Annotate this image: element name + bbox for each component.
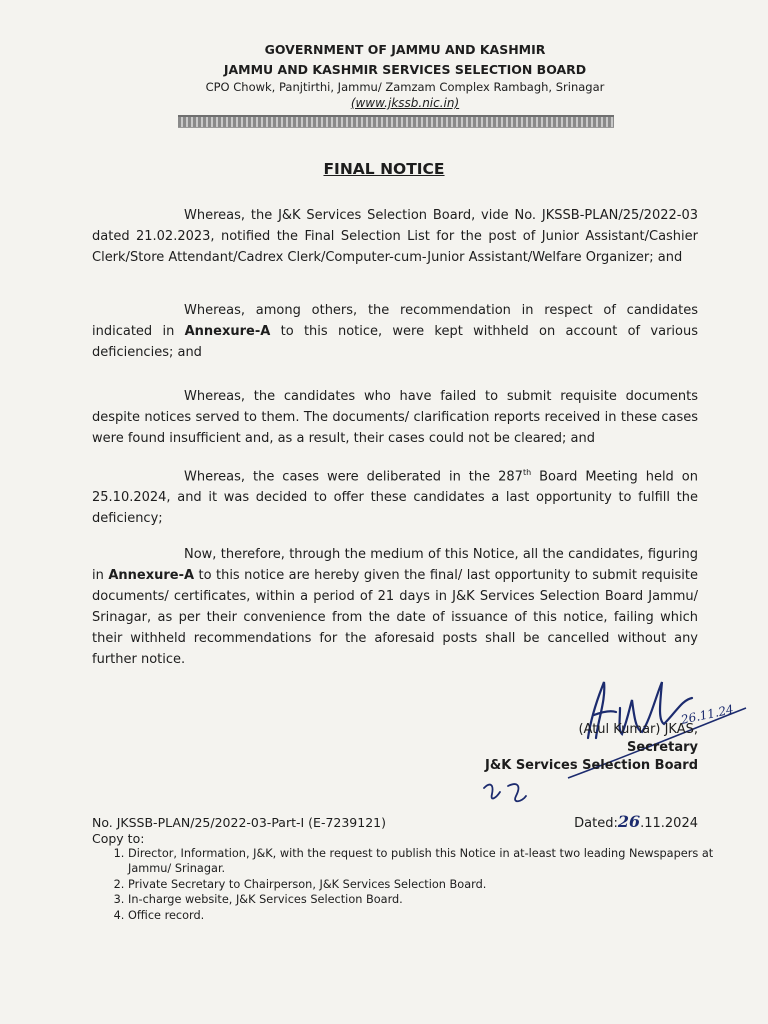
copy-to-label: Copy to: bbox=[92, 831, 145, 846]
paragraph-2-text-a: Whereas, among others, the recommendation in respect of candidates indicated in bbox=[92, 303, 698, 339]
reference-number: No. JKSSB-PLAN/25/2022-03-Part-I (E-7239121) bbox=[92, 815, 387, 830]
annexure-a-reference: Annexure-A bbox=[184, 324, 271, 339]
header-board: JAMMU AND KASHMIR SERVICES SELECTION BOARD bbox=[223, 62, 587, 77]
header-government: GOVERNMENT OF JAMMU AND KASHMIR bbox=[264, 42, 546, 57]
paragraph-4-text-a: Whereas, the cases were deliberated in the 287 bbox=[184, 469, 523, 485]
paragraph-3 bbox=[92, 386, 698, 449]
paragraph-2-text-b: to this notice, were kept withheld on account of various deficiencies; and bbox=[92, 324, 699, 360]
paragraph-2 bbox=[92, 300, 698, 363]
paragraph-5-text-a: Now, therefore, through the medium of this Notice, all the candidates, figuring in bbox=[92, 547, 698, 583]
header-address: CPO Chowk, Panjtirthi, Jammu/ Zamzam Complex Rambagh, Srinagar bbox=[205, 80, 605, 94]
copy-to-list bbox=[96, 846, 738, 923]
header-divider bbox=[178, 115, 614, 128]
dated-line bbox=[574, 812, 698, 831]
list-item: 4. Office record. bbox=[128, 908, 738, 923]
signatory-name: (Atul Kumar) JKAS, bbox=[578, 722, 698, 737]
paragraph-4-text-b: Board Meeting held on 25.10.2024, and it was decided to offer these candidates a last opportunity to fulfill the deficiency; bbox=[92, 469, 698, 527]
header-website: (www.jkssb.nic.in) bbox=[350, 96, 460, 110]
signatory-office: J&K Services Selection Board bbox=[485, 758, 698, 773]
dated-month-year: .11.2024 bbox=[640, 816, 698, 831]
signatory-designation: Secretary bbox=[627, 740, 698, 755]
paragraph-5-text-b: to this notice are hereby given the final/ last opportunity to submit requisite documents/ certificates, within a period of 21 days in J&K Services Selection Board Jammu/ Srinagar, as per their convenience from the date of issuance of this notice, failing which their withheld recommendations for the aforesaid posts shall be cancelled without any further notice. bbox=[92, 568, 699, 667]
dated-day-handwritten: 26 bbox=[617, 812, 641, 831]
svg-text:26.11.24: 26.11.24 bbox=[679, 702, 735, 727]
dated-label: Dated: bbox=[574, 816, 618, 831]
list-item: 3. In-charge website, J&K Services Selection Board. bbox=[128, 892, 738, 907]
paragraph-5 bbox=[92, 544, 698, 670]
list-item: 1. Director, Information, J&K, with the request to publish this Notice in at-least two leading Newspapers at Jammu/ Srinagar. bbox=[128, 846, 738, 876]
paragraph-3-text: Whereas, the candidates who have failed to submit requisite documents despite notices served to them. The documents/ clarification reports received in these cases were found insufficient and, as a result, their cases could not be cleared; and bbox=[92, 389, 698, 446]
paragraph-4 bbox=[92, 462, 698, 529]
list-item: 2. Private Secretary to Chairperson, J&K Services Selection Board. bbox=[128, 877, 738, 892]
ordinal-suffix: th bbox=[522, 468, 532, 477]
paragraph-1-text: Whereas, the J&K Services Selection Board, vide No. JKSSB-PLAN/25/2022-03 dated 21.02.2023, notified the Final Selection List for the post of Junior Assistant/Cashier Clerk/Store Attendant/Cadrex Clerk/Computer-cum-Junior Assistant/Welfare Organizer; and bbox=[92, 208, 698, 265]
annexure-a-reference: Annexure-A bbox=[108, 568, 195, 583]
paragraph-1 bbox=[92, 205, 698, 268]
notice-title: FINAL NOTICE bbox=[323, 160, 445, 178]
